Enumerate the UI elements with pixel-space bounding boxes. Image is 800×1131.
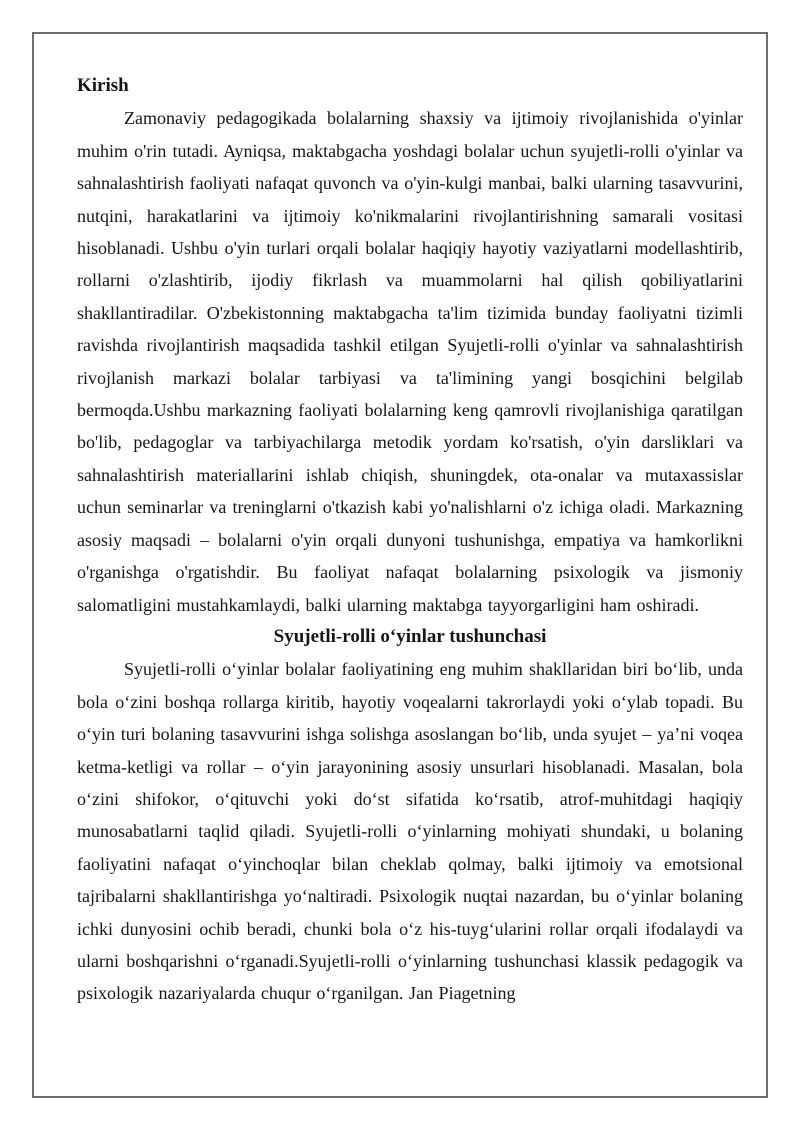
- paragraph-intro: Zamonaviy pedagogikada bolalarning shaxsiy va ijtimoiy rivojlanishida o'yinlar muhim o'rin tutadi. Ayniqsa, maktabgacha yoshdagi bolalar uchun syujetli-rolli o'yinlar va sahnalashtirish faoliyati nafaqat quvonch va o'yin-kulgi manbai, balki ularning tasavvurini, nutqini, harakatlarini va ijtimoiy ko'nikmalarini rivojlantirishning samarali vositasi hisoblanadi. Ushbu o'yin turlari orqali bolalar haqiqiy hayotiy vaziyatlarni modellashtirib, rollarni o'zlashtirib, ijodiy fikrlash va muammolarni hal qilish qobiliyatlarini shakllantiradilar. O'zbekistonning maktabgacha ta'lim tizimida bunday faoliyatni tizimli ravishda rivojlantirish maqsadida tashkil etilgan Syujetli-rolli o'yinlar va sahnalashtirish rivojlanish markazi bolalar tarbiyasi va ta'limining yangi bosqichini belgilab bermoqda.Ushbu markazning faoliyati bolalarning keng qamrovli rivojlanishiga qaratilgan bo'lib, pedagoglar va tarbiyachilarga metodik yordam ko'rsatish, o'yin darsliklari va sahnalashtirish materiallarini ishlab chiqish, shuningdek, ota-onalar va mutaxassislar uchun seminarlar va treninglarni o'tkazish kabi yo'nalishlarni o'z ichiga oladi. Markazning asosiy maqsadi – bolalarni o'yin orqali dunyoni tushunishga, empatiya va hamkorlikni o'rganishga o'rgatishdir. Bu faoliyat nafaqat bolalarning psixologik va jismoniy salomatligini mustahkamlaydi, balki ularning maktabga tayyorgarligini ham oshiradi.: [77, 108, 743, 615]
- section-heading-syujetli-rolli: Syujetli-rolli oʻyinlar tushunchasi: [273, 625, 547, 647]
- document-content: [77, 70, 743, 1010]
- paragraph-tushunchasi: Syujetli-rolli oʻyinlar bolalar faoliyatining eng muhim shakllaridan biri boʻlib, unda bola oʻzini boshqa rollarga kiritib, hayotiy voqealarni takrorlaydi yoki oʻylab topadi. Bu oʻyin turi bolaning tasavvurini ishga solishga asoslangan boʻlib, unda syujet – ya’ni voqea ketma-ketligi va rollar – oʻyin jarayonining asosiy unsurlari hisoblanadi. Masalan, bola oʻzini shifokor, oʻqituvchi yoki doʻst sifatida koʻrsatib, atrof-muhitdagi haqiqiy munosabatlarni taqlid qiladi. Syujetli-rolli oʻyinlarning mohiyati shundaki, u bolaning faoliyatini nafaqat oʻyinchoqlar bilan cheklab qolmay, balki ijtimoiy va emotsional tajribalarni shakllantirishga yoʻnaltiradi. Psixologik nuqtai nazardan, bu oʻyinlar bolaning ichki dunyosini ochib beradi, chunki bola oʻz his-tuygʻularini rollar orqali ifodalaydi va ularni boshqarishni oʻrganadi.Syujetli-rolli oʻyinlarning tushunchasi klassik pedagogik va psixologik nazariyalarda chuqur oʻrganilgan. Jan Piagetning: [77, 659, 743, 1004]
- section-heading-kirish: Kirish: [77, 75, 129, 96]
